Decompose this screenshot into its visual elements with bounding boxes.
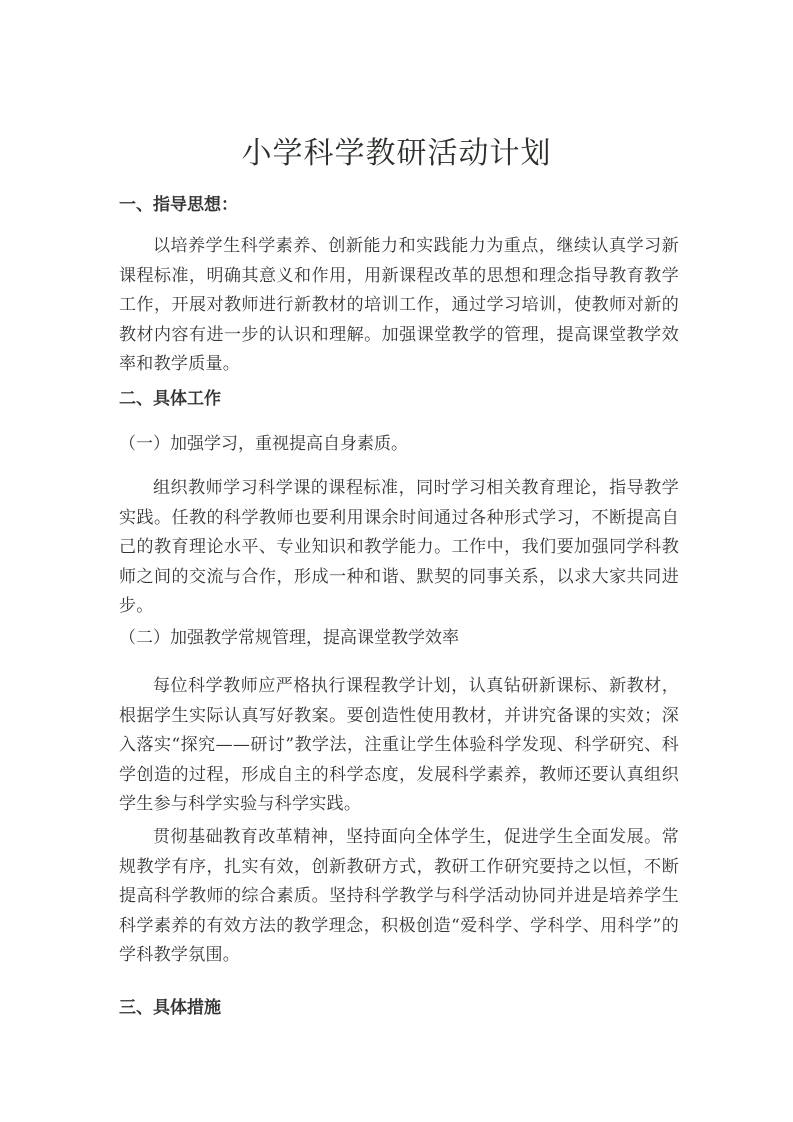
paragraph-management-1: 每位科学教师应严格执行课程教学计划，认真钻研新课标、新教材，根据学生实际认真写好教案。要创造性使用教材，并讲究备课的实效；深入落实“探究——研讨”教学法，注重让学生体验科学发现、科学研究、科学创造的过程，形成自主的科学态度，发展科学素养，教师还要认真组织学生参与科学实验与科学实践。 (119, 676, 679, 814)
subsection-title-management: （二）加强教学常规管理，提高课堂教学效率 (119, 628, 459, 648)
subsection-title-study: （一）加强学习，重视提高自身素质。 (119, 434, 408, 454)
paragraph-guiding-ideology: 以培养学生科学素养、创新能力和实践能力为重点，继续认真学习新课程标准，明确其意义和作用，用新课程改革的思想和理念指导教育教学工作，开展对教师进行新教材的培训工作，通过学习培训，使教师对新的教材内容有进一步的认识和理解。加强课堂教学的管理，提高课堂教学效率和教学质量。 (119, 236, 679, 374)
section-heading-specific-work: 二、具体工作 (119, 389, 221, 409)
section-heading-guiding-ideology: 一、指导思想： (119, 195, 238, 215)
section-heading-specific-measures: 三、具体措施 (119, 998, 221, 1018)
paragraph-study: 组织教师学习科学课的课程标准，同时学习相关教育理论，指导教学实践。任教的科学教师也要利用课余时间通过各种形式学习，不断提高自己的教育理论水平、专业知识和教学能力。工作中，我们要加强同学科教师之间的交流与合作，形成一种和谐、默契的同事关系，以求大家共同进步。 (119, 478, 679, 616)
paragraph-management-2: 贯彻基础教育改革精神，坚持面向全体学生，促进学生全面发展。常规教学有序，扎实有效，创新教研方式，教研工作研究要持之以恒，不断提高科学教师的综合素质。坚持科学教学与科学活动协同并进是培养学生科学素养的有效方法的教学理念，积极创造“爱科学、学科学、用科学”的学科教学氛围。 (119, 827, 679, 965)
document-title: 小学科学教研活动计划 (241, 136, 552, 171)
